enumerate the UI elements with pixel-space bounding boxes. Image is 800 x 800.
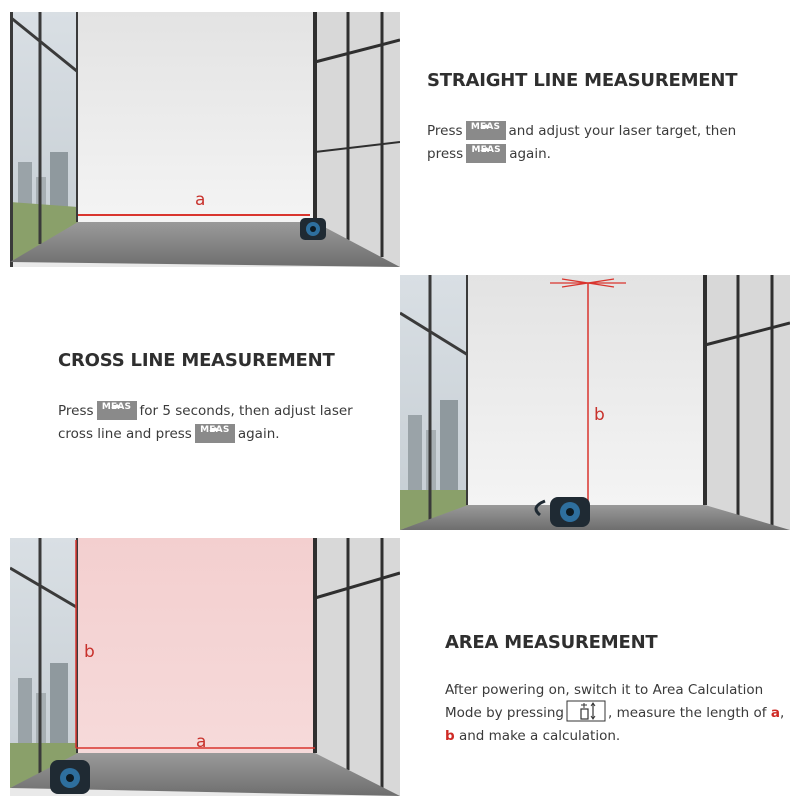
area-mode-button-icon (566, 700, 606, 722)
area-info (445, 632, 795, 748)
instruction-text: and make a calculation. (458, 728, 621, 744)
laser-device-icon (50, 760, 90, 794)
instruction-text: cross line and press (58, 426, 192, 442)
meas-button-icon: MEAS (466, 144, 506, 163)
instruction-text: again. (237, 426, 280, 442)
instruction-text: for 5 seconds, then adjust laser (139, 403, 353, 419)
instruction-text: , (779, 705, 785, 721)
straight-line-info (427, 70, 787, 166)
area-heading: AREA MEASUREMENT (445, 632, 658, 653)
cross-line-instructions (58, 400, 398, 446)
instruction-text: press (427, 146, 464, 162)
instruction-text: Press (427, 123, 463, 139)
instruction-text: and adjust your laser target, then (508, 123, 737, 139)
meas-button-icon: MEAS (195, 424, 235, 443)
measure-label-b: b (594, 405, 605, 425)
instruction-text: Press (58, 403, 94, 419)
area-instructions (445, 679, 795, 748)
straight-line-heading: STRAIGHT LINE MEASUREMENT (427, 70, 738, 91)
instruction-text: , measure the length of (608, 705, 767, 721)
instruction-text: Mode by pressing (445, 705, 564, 721)
measure-label-b: b (84, 642, 95, 662)
straight-line-instructions (427, 120, 787, 166)
instruction-text: After powering on, switch it to Area Calculation (445, 682, 764, 698)
variable-a: a (770, 705, 780, 721)
measure-label-a: a (195, 190, 206, 210)
instruction-text: again. (509, 146, 551, 162)
cross-line-heading: CROSS LINE MEASUREMENT (58, 350, 335, 371)
laser-device-icon (300, 218, 326, 240)
area-scene (10, 538, 400, 796)
straight-line-scene (10, 12, 400, 267)
variable-b: b (445, 728, 455, 744)
meas-button-icon: MEAS (97, 401, 137, 420)
meas-button-icon: MEAS (466, 121, 506, 140)
measure-label-a: a (196, 732, 207, 752)
cross-line-scene (400, 275, 790, 530)
cross-line-info (58, 350, 398, 446)
